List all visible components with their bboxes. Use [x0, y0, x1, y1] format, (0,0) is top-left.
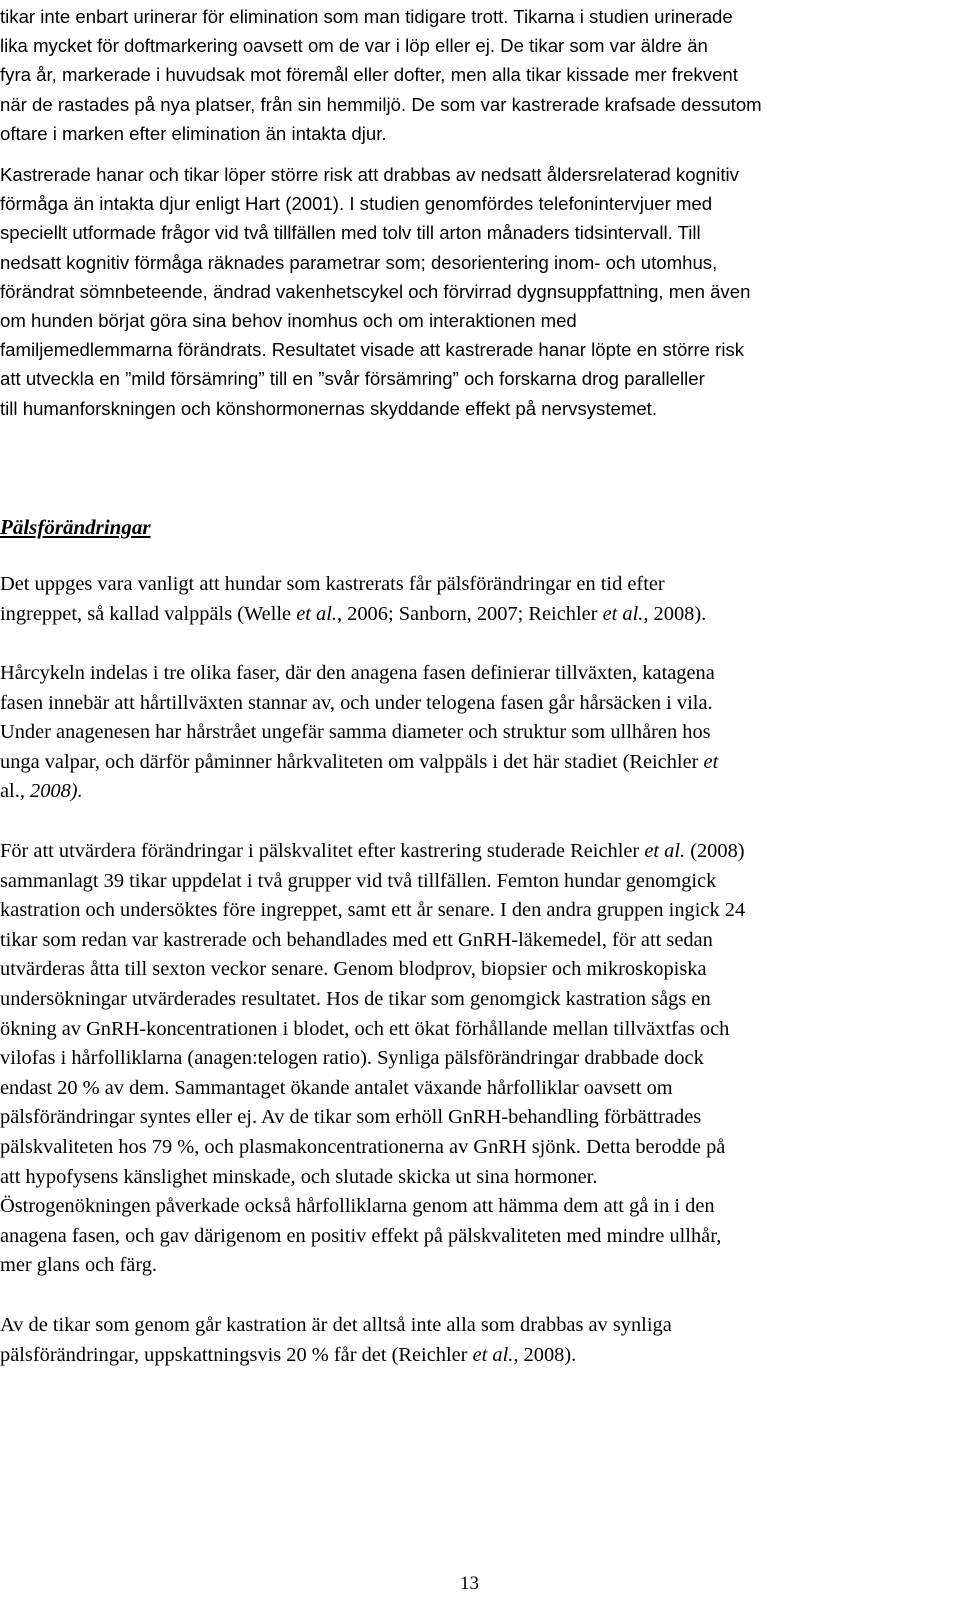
text-line: [0, 364, 960, 393]
text-line: [0, 985, 960, 1015]
text-line: [0, 1133, 960, 1163]
text-run: till humanforskningen och könshormonernas skyddande effekt på nervsystemet.: [0, 397, 658, 419]
text-line: [0, 335, 960, 364]
text-line: [0, 31, 960, 60]
text-line: [0, 248, 960, 277]
text-line: [0, 119, 960, 148]
italic-citation: et al.: [644, 840, 686, 862]
text-line: [0, 867, 960, 897]
text-run: undersökningar utvärderades resultatet. Hos de tikar som genomgick kastration sågs en: [0, 987, 711, 1010]
text-run: sammanlagt 39 tikar uppdelat i två grupper vid två tillfällen. Femton hundar genomgick: [0, 869, 717, 892]
text-run: Kastrerade hanar och tikar löper större risk att drabbas av nedsatt åldersrelaterad kognitiv: [0, 164, 739, 185]
italic-citation: et al.: [602, 602, 644, 625]
text-run: ökning av GnRH-koncentrationen i blodet, och ett ökat förhållande mellan tillväxtfas och: [0, 1017, 730, 1040]
page-number: 13: [460, 1573, 479, 1594]
text-line: [0, 1015, 960, 1045]
text-line: [0, 1341, 960, 1371]
text-line: [0, 218, 960, 247]
text-line: [0, 1192, 960, 1222]
text-line: [0, 926, 960, 956]
text-line: [0, 277, 960, 306]
text-run: pälsförändringar syntes eller ej. Av de tikar som erhöll GnRH-behandling förbättrades: [0, 1106, 702, 1129]
text-line: [0, 1222, 960, 1252]
italic-citation: et al.,: [472, 1343, 519, 1366]
text-run: endast 20 % av dem. Sammantaget ökande antalet växande hårfolliklar oavsett om: [0, 1076, 673, 1099]
text-run: , 2006; Sanborn, 2007; Reichler: [336, 602, 603, 625]
text-run: familjemedlemmarna förändrats. Resultatet visade att kastrerade hanar löpte en större risk: [0, 339, 745, 361]
text-run: Av de tikar som genom går kastration är det alltså inte alla som drabbas av synliga: [0, 1314, 672, 1336]
text-run: unga valpar, och därför påminner hårkvaliteten om valppäls i det här stadiet (Reichler: [0, 750, 704, 773]
paragraph-hair-cycle: [0, 659, 960, 807]
text-run: om hunden börjat göra sina behov inomhus och om interaktionen med: [0, 309, 577, 331]
text-run: fyra år, markerade i huvudsak mot föremål eller dofter, men alla tikar kissade mer frekvent: [0, 64, 738, 86]
text-line: [0, 1074, 960, 1104]
italic-citation: et al.: [296, 602, 337, 625]
text-line: [0, 189, 960, 218]
text-run: oftare i marken efter elimination än intakta djur.: [0, 122, 387, 144]
text-run: utvärderas åtta till sexton veckor senare. Genom blodprov, biopsier och mikroskopiska: [0, 958, 707, 981]
text-line: [0, 570, 960, 600]
text-run: , 2008).: [643, 602, 707, 625]
paragraph-cognitive-function: [0, 160, 960, 423]
text-run: lika mycket för doftmarkering oavsett om de var i löp eller ej. De tikar som var äldre än: [0, 35, 708, 57]
text-run: kastration och undersöktes före ingreppet, samt ett år senare. I den andra gruppen ingick 24: [0, 899, 746, 922]
text-run: Östrogenökningen påverkade också hårfolliklarna genom att hämma dem att gå in i den: [0, 1195, 715, 1218]
text-line: [0, 837, 960, 867]
text-line: [0, 1044, 960, 1074]
text-run: För att utvärdera förändringar i pälskvalitet efter kastrering studerade Reichler: [0, 840, 645, 862]
paragraph-scent-marking: [0, 2, 960, 148]
text-run: tikar som redan var kastrerade och behandlades med ett GnRH-läkemedel, för att sedan: [0, 928, 713, 951]
text-line: [0, 1103, 960, 1133]
text-run: tikar inte enbart urinerar för elimination som man tidigare trott. Tikarna i studien urinerade: [0, 6, 733, 27]
text-line: [0, 896, 960, 926]
text-run: speciellt utformade frågor vid två tillfällen med tolv till arton månaders tidsintervall. Till: [0, 222, 701, 244]
text-line: [0, 160, 960, 189]
text-line: [0, 90, 960, 119]
text-run: att hypofysens känslighet minskade, och slutade skicka ut sina hormoner.: [0, 1165, 598, 1188]
text-run: ingreppet, så kallad valppäls (Welle: [0, 602, 297, 625]
text-run: förändrat sömnbeteende, ändrad vakenhetscykel och förvirrad dygnsuppfattning, men även: [0, 280, 751, 302]
text-line: [0, 2, 960, 31]
text-line: [0, 955, 960, 985]
text-run: Det uppges vara vanligt att hundar som kastrerats får pälsförändringar en tid efter: [0, 573, 665, 595]
text-line: [0, 748, 960, 778]
text-run: al.: [0, 780, 20, 803]
text-run: att utveckla en ”mild försämring” till en ”svår försämring” och forskarna drog paralleller: [0, 368, 705, 390]
text-run: Hårcykeln indelas i tre olika faser, där den anagena fasen definierar tillväxten, katagena: [0, 662, 715, 684]
italic-citation: , 2008).: [19, 780, 83, 803]
text-line: [0, 306, 960, 335]
paragraph-conclusion: [0, 1311, 960, 1370]
text-run: mer glans och färg.: [0, 1254, 158, 1277]
text-run: pälsförändringar, uppskattningsvis 20 % får det (Reichler: [0, 1343, 473, 1366]
text-run: (2008): [685, 840, 745, 862]
text-line: [0, 777, 960, 807]
text-line: [0, 600, 960, 630]
text-run: pälskvaliteten hos 79 %, och plasmakoncentrationerna av GnRH sjönk. Detta berodde på: [0, 1135, 726, 1158]
text-line: [0, 394, 960, 423]
text-run: 2008).: [518, 1343, 577, 1366]
text-run: anagena fasen, och gav därigenom en positiv effekt på pälskvaliteten med mindre ullhår,: [0, 1224, 722, 1247]
text-line: [0, 1163, 960, 1193]
italic-citation: et: [703, 750, 719, 773]
text-run: Under anagenesen har hårstrået ungefär samma diameter och struktur som ullhåren hos: [0, 721, 711, 744]
text-line: [0, 1311, 960, 1341]
paragraph-coat-changes-intro: [0, 570, 960, 629]
text-line: [0, 689, 960, 719]
text-run: förmåga än intakta djur enligt Hart (2001). I studien genomfördes telefonintervjuer med: [0, 193, 713, 215]
text-line: [0, 718, 960, 748]
text-line: [0, 659, 960, 689]
paragraph-reichler-study: [0, 837, 960, 1281]
text-line: [0, 60, 960, 89]
text-run: nedsatt kognitiv förmåga räknades parametrar som; desorientering inom- och utomhus,: [0, 251, 718, 273]
text-run: fasen innebär att hårtillväxten stannar av, och under telogena fasen går hårsäcken i vila.: [0, 691, 713, 714]
section-heading: Pälsförändringar: [0, 515, 151, 539]
text-run: vilofas i hårfolliklarna (anagen:telogen ratio). Synliga pälsförändringar drabbade dock: [0, 1047, 704, 1070]
text-line: [0, 1251, 960, 1281]
text-run: när de rastades på nya platser, från sin hemmiljö. De som var kastrerade krafsade dessutom: [0, 93, 762, 115]
